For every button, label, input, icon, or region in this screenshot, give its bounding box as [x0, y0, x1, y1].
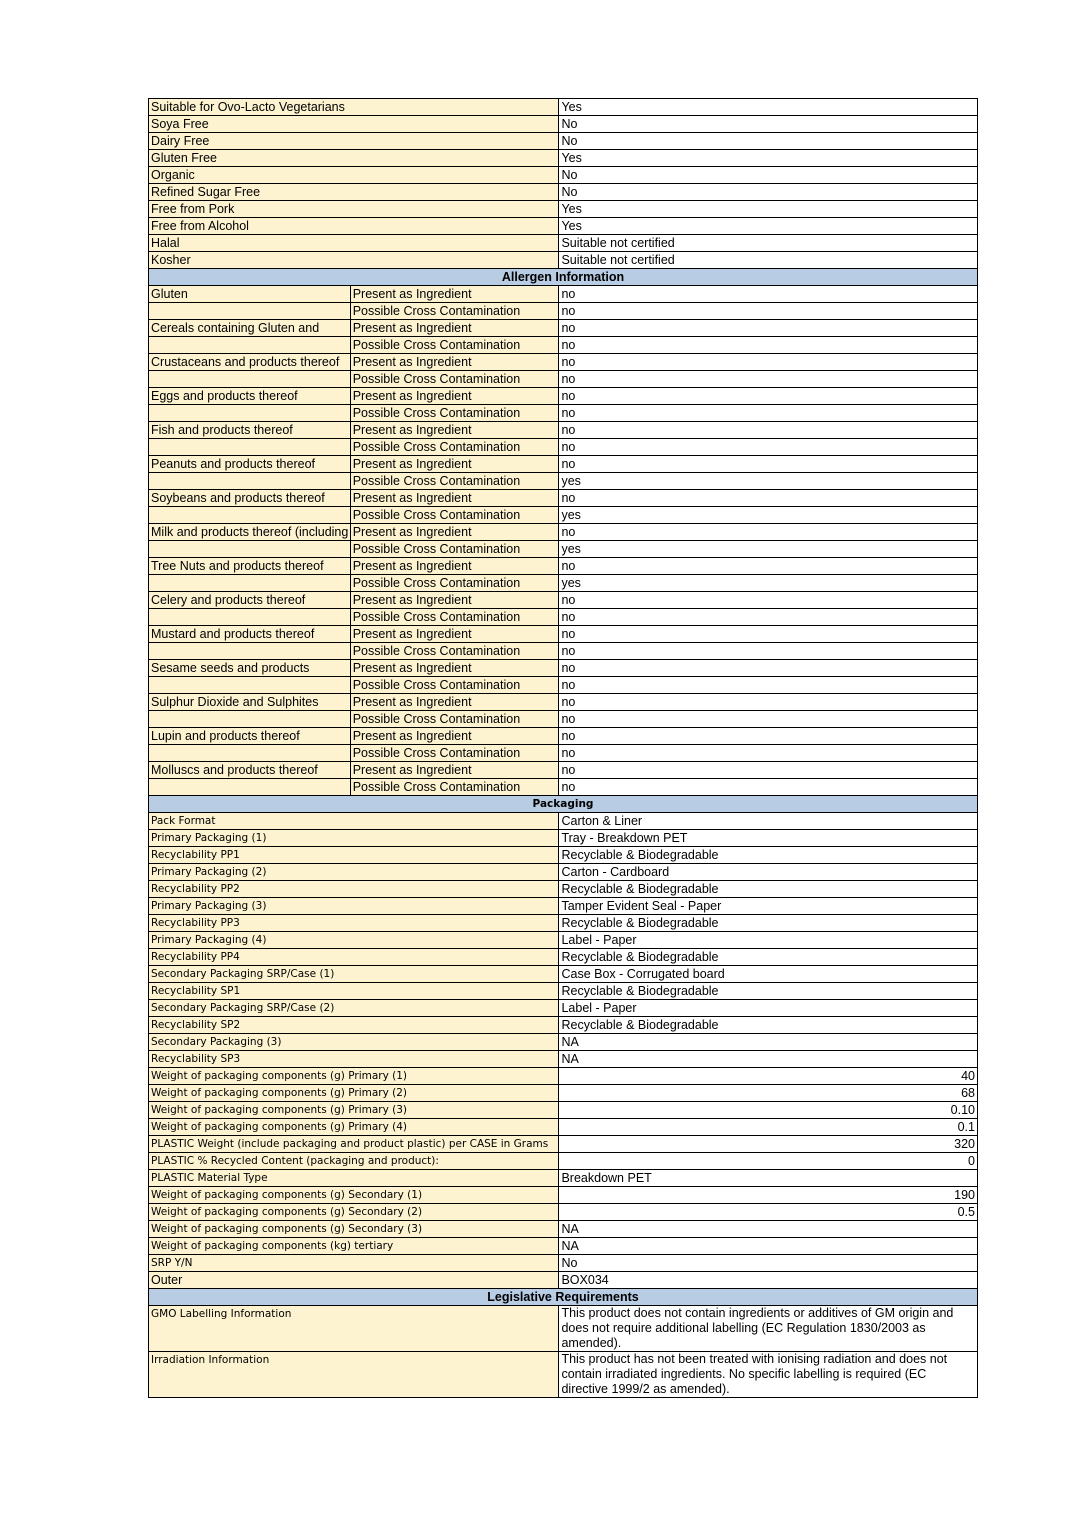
- allergen-name: Sulphur Dioxide and Sulphites: [149, 694, 351, 711]
- packaging-label: Secondary Packaging (3): [149, 1034, 559, 1051]
- allergen-present-value: no: [559, 558, 978, 575]
- table-row: [149, 677, 978, 694]
- dietary-label: Suitable for Ovo-Lacto Vegetarians: [149, 99, 559, 116]
- table-row: [149, 439, 978, 456]
- packaging-label: Primary Packaging (4): [149, 932, 559, 949]
- packaging-value: 0.5: [559, 1204, 978, 1221]
- table-row: [149, 558, 978, 575]
- packaging-label: Secondary Packaging SRP/Case (2): [149, 1000, 559, 1017]
- packaging-label: Outer: [149, 1272, 559, 1289]
- allergen-name: Peanuts and products thereof: [149, 456, 351, 473]
- table-row: [149, 320, 978, 337]
- table-row: [149, 966, 978, 983]
- dietary-row: [149, 116, 978, 133]
- allergen-name: Crustaceans and products thereof: [149, 354, 351, 371]
- table-row: [149, 1136, 978, 1153]
- allergen-name-empty: [149, 643, 351, 660]
- section-header-packaging: [149, 796, 978, 813]
- packaging-value: Recyclable & Biodegradable: [559, 1017, 978, 1034]
- dietary-value: Suitable not certified: [559, 252, 978, 269]
- packaging-value: Label - Paper: [559, 1000, 978, 1017]
- table-row: [149, 864, 978, 881]
- allergen-cross-value: no: [559, 405, 978, 422]
- section-header-allergen: [149, 269, 978, 286]
- packaging-label: Weight of packaging components (g) Primary (4): [149, 1119, 559, 1136]
- allergen-present-value: no: [559, 626, 978, 643]
- table-row: [149, 983, 978, 1000]
- packaging-label: Recyclability SP1: [149, 983, 559, 1000]
- packaging-value: 0.1: [559, 1119, 978, 1136]
- dietary-value: Yes: [559, 218, 978, 235]
- allergen-cross-value: no: [559, 609, 978, 626]
- table-row: [149, 779, 978, 796]
- table-row: [149, 898, 978, 915]
- packaging-label: Recyclability SP3: [149, 1051, 559, 1068]
- dietary-row: [149, 252, 978, 269]
- packaging-value: Label - Paper: [559, 932, 978, 949]
- allergen-name: Molluscs and products thereof: [149, 762, 351, 779]
- allergen-name: Soybeans and products thereof: [149, 490, 351, 507]
- allergen-name-empty: [149, 575, 351, 592]
- allergen-name-empty: [149, 711, 351, 728]
- allergen-present-value: no: [559, 762, 978, 779]
- table-row: [149, 881, 978, 898]
- table-row: [149, 541, 978, 558]
- packaging-value: 190: [559, 1187, 978, 1204]
- present-as-ingredient-label: Present as Ingredient: [350, 728, 559, 745]
- allergen-present-value: no: [559, 694, 978, 711]
- allergen-present-value: no: [559, 660, 978, 677]
- cross-contamination-label: Possible Cross Contamination: [350, 677, 559, 694]
- dietary-label: Gluten Free: [149, 150, 559, 167]
- dietary-label: Soya Free: [149, 116, 559, 133]
- table-row: [149, 949, 978, 966]
- table-row: [149, 915, 978, 932]
- packaging-value: 40: [559, 1068, 978, 1085]
- packaging-label: Weight of packaging components (g) Primary (1): [149, 1068, 559, 1085]
- dietary-label: Free from Alcohol: [149, 218, 559, 235]
- allergen-present-value: no: [559, 320, 978, 337]
- packaging-label: Recyclability SP2: [149, 1017, 559, 1034]
- table-row: [149, 1352, 978, 1398]
- cross-contamination-label: Possible Cross Contamination: [350, 371, 559, 388]
- dietary-label: Kosher: [149, 252, 559, 269]
- table-row: [149, 1119, 978, 1136]
- allergen-name: Celery and products thereof: [149, 592, 351, 609]
- packaging-value: Recyclable & Biodegradable: [559, 847, 978, 864]
- table-row: [149, 1306, 978, 1352]
- table-row: [149, 762, 978, 779]
- table-row: [149, 303, 978, 320]
- cross-contamination-label: Possible Cross Contamination: [350, 609, 559, 626]
- table-row: [149, 1187, 978, 1204]
- packaging-value: Carton - Cardboard: [559, 864, 978, 881]
- allergen-name: Tree Nuts and products thereof: [149, 558, 351, 575]
- packaging-value: Recyclable & Biodegradable: [559, 881, 978, 898]
- table-row: [149, 609, 978, 626]
- present-as-ingredient-label: Present as Ingredient: [350, 660, 559, 677]
- present-as-ingredient-label: Present as Ingredient: [350, 286, 559, 303]
- packaging-label: Primary Packaging (2): [149, 864, 559, 881]
- dietary-value: Yes: [559, 201, 978, 218]
- packaging-label: Recyclability PP4: [149, 949, 559, 966]
- cross-contamination-label: Possible Cross Contamination: [350, 439, 559, 456]
- allergen-present-value: no: [559, 388, 978, 405]
- allergen-present-value: no: [559, 286, 978, 303]
- present-as-ingredient-label: Present as Ingredient: [350, 524, 559, 541]
- table-row: [149, 490, 978, 507]
- dietary-row: [149, 201, 978, 218]
- allergen-present-value: no: [559, 490, 978, 507]
- present-as-ingredient-label: Present as Ingredient: [350, 354, 559, 371]
- packaging-value: NA: [559, 1034, 978, 1051]
- packaging-label: Primary Packaging (3): [149, 898, 559, 915]
- dietary-row: [149, 167, 978, 184]
- cross-contamination-label: Possible Cross Contamination: [350, 507, 559, 524]
- legislative-value: This product does not contain ingredients or additives of GM origin and does not require additional labelling (EC Regulation 1830/2003 as amended).: [559, 1306, 978, 1352]
- table-row: [149, 337, 978, 354]
- packaging-label: Weight of packaging components (g) Secondary (3): [149, 1221, 559, 1238]
- packaging-label: Recyclability PP1: [149, 847, 559, 864]
- dietary-label: Free from Pork: [149, 201, 559, 218]
- dietary-label: Refined Sugar Free: [149, 184, 559, 201]
- table-row: [149, 575, 978, 592]
- table-row: [149, 507, 978, 524]
- packaging-label: Primary Packaging (1): [149, 830, 559, 847]
- packaging-label: Weight of packaging components (g) Secondary (2): [149, 1204, 559, 1221]
- allergen-cross-value: yes: [559, 541, 978, 558]
- packaging-value: Case Box - Corrugated board: [559, 966, 978, 983]
- table-row: [149, 1170, 978, 1187]
- cross-contamination-label: Possible Cross Contamination: [350, 711, 559, 728]
- allergen-present-value: no: [559, 422, 978, 439]
- packaging-value: Tray - Breakdown PET: [559, 830, 978, 847]
- packaging-label: Pack Format: [149, 813, 559, 830]
- present-as-ingredient-label: Present as Ingredient: [350, 558, 559, 575]
- allergen-present-value: no: [559, 524, 978, 541]
- packaging-value: NA: [559, 1238, 978, 1255]
- dietary-value: Yes: [559, 150, 978, 167]
- packaging-value: NA: [559, 1051, 978, 1068]
- table-row: [149, 745, 978, 762]
- packaging-value: Breakdown PET: [559, 1170, 978, 1187]
- allergen-name-empty: [149, 405, 351, 422]
- table-row: [149, 1017, 978, 1034]
- allergen-cross-value: no: [559, 439, 978, 456]
- dietary-row: [149, 218, 978, 235]
- present-as-ingredient-label: Present as Ingredient: [350, 490, 559, 507]
- packaging-value: 0.10: [559, 1102, 978, 1119]
- packaging-value: BOX034: [559, 1272, 978, 1289]
- legislative-label: GMO Labelling Information: [149, 1306, 559, 1352]
- legislative-section-title: Legislative Requirements: [149, 1289, 978, 1306]
- table-row: [149, 473, 978, 490]
- present-as-ingredient-label: Present as Ingredient: [350, 762, 559, 779]
- allergen-name-empty: [149, 609, 351, 626]
- allergen-name: Lupin and products thereof: [149, 728, 351, 745]
- table-row: [149, 1204, 978, 1221]
- table-row: [149, 643, 978, 660]
- packaging-label: Secondary Packaging SRP/Case (1): [149, 966, 559, 983]
- table-row: [149, 1255, 978, 1272]
- dietary-row: [149, 133, 978, 150]
- allergen-section-title: Allergen Information: [149, 269, 978, 286]
- table-row: [149, 371, 978, 388]
- table-row: [149, 1238, 978, 1255]
- table-row: [149, 728, 978, 745]
- packaging-value: 68: [559, 1085, 978, 1102]
- table-row: [149, 1085, 978, 1102]
- allergen-present-value: no: [559, 592, 978, 609]
- present-as-ingredient-label: Present as Ingredient: [350, 456, 559, 473]
- dietary-row: [149, 235, 978, 252]
- present-as-ingredient-label: Present as Ingredient: [350, 320, 559, 337]
- table-row: [149, 932, 978, 949]
- packaging-value: No: [559, 1255, 978, 1272]
- cross-contamination-label: Possible Cross Contamination: [350, 337, 559, 354]
- cross-contamination-label: Possible Cross Contamination: [350, 575, 559, 592]
- packaging-value: 320: [559, 1136, 978, 1153]
- allergen-cross-value: no: [559, 779, 978, 796]
- packaging-label: SRP Y/N: [149, 1255, 559, 1272]
- cross-contamination-label: Possible Cross Contamination: [350, 541, 559, 558]
- allergen-name-empty: [149, 303, 351, 320]
- cross-contamination-label: Possible Cross Contamination: [350, 745, 559, 762]
- allergen-name: Cereals containing Gluten and: [149, 320, 351, 337]
- legislative-value: This product has not been treated with ionising radiation and does not contain irradiated ingredients. No specific labelling is required (EC directive 1999/2 as amended).: [559, 1352, 978, 1398]
- dietary-value: No: [559, 184, 978, 201]
- packaging-value: Carton & Liner: [559, 813, 978, 830]
- allergen-name: Gluten: [149, 286, 351, 303]
- allergen-cross-value: yes: [559, 575, 978, 592]
- allergen-cross-value: no: [559, 371, 978, 388]
- dietary-value: Yes: [559, 99, 978, 116]
- allergen-cross-value: no: [559, 677, 978, 694]
- legislative-label: Irradiation Information: [149, 1352, 559, 1398]
- table-row: [149, 1153, 978, 1170]
- table-row: [149, 286, 978, 303]
- dietary-value: Suitable not certified: [559, 235, 978, 252]
- allergen-name-empty: [149, 371, 351, 388]
- table-row: [149, 1272, 978, 1289]
- packaging-label: PLASTIC % Recycled Content (packaging and product):: [149, 1153, 559, 1170]
- cross-contamination-label: Possible Cross Contamination: [350, 779, 559, 796]
- cross-contamination-label: Possible Cross Contamination: [350, 405, 559, 422]
- packaging-label: Weight of packaging components (g) Secondary (1): [149, 1187, 559, 1204]
- table-row: [149, 592, 978, 609]
- allergen-name-empty: [149, 439, 351, 456]
- allergen-cross-value: yes: [559, 507, 978, 524]
- spec-sheet: [148, 98, 978, 1398]
- allergen-present-value: no: [559, 728, 978, 745]
- allergen-name-empty: [149, 337, 351, 354]
- allergen-name: Fish and products thereof: [149, 422, 351, 439]
- allergen-present-value: no: [559, 354, 978, 371]
- table-row: [149, 1068, 978, 1085]
- present-as-ingredient-label: Present as Ingredient: [350, 388, 559, 405]
- table-row: [149, 660, 978, 677]
- allergen-name-empty: [149, 473, 351, 490]
- dietary-row: [149, 184, 978, 201]
- packaging-label: Recyclability PP2: [149, 881, 559, 898]
- table-row: [149, 1102, 978, 1119]
- allergen-cross-value: no: [559, 643, 978, 660]
- dietary-value: No: [559, 133, 978, 150]
- dietary-label: Halal: [149, 235, 559, 252]
- table-row: [149, 354, 978, 371]
- allergen-name-empty: [149, 677, 351, 694]
- table-row: [149, 694, 978, 711]
- dietary-label: Organic: [149, 167, 559, 184]
- packaging-label: PLASTIC Material Type: [149, 1170, 559, 1187]
- allergen-cross-value: no: [559, 745, 978, 762]
- table-row: [149, 422, 978, 439]
- present-as-ingredient-label: Present as Ingredient: [350, 422, 559, 439]
- table-row: [149, 847, 978, 864]
- allergen-name-empty: [149, 745, 351, 762]
- present-as-ingredient-label: Present as Ingredient: [350, 626, 559, 643]
- dietary-row: [149, 150, 978, 167]
- packaging-value: Recyclable & Biodegradable: [559, 949, 978, 966]
- table-row: [149, 1000, 978, 1017]
- table-row: [149, 524, 978, 541]
- packaging-section-title: Packaging: [149, 796, 978, 813]
- table-row: [149, 626, 978, 643]
- section-header-legislative: [149, 1289, 978, 1306]
- dietary-row: [149, 99, 978, 116]
- allergen-name: Milk and products thereof (including: [149, 524, 351, 541]
- table-row: [149, 813, 978, 830]
- present-as-ingredient-label: Present as Ingredient: [350, 592, 559, 609]
- table-row: [149, 405, 978, 422]
- table-row: [149, 1034, 978, 1051]
- allergen-cross-value: no: [559, 337, 978, 354]
- table-row: [149, 1221, 978, 1238]
- allergen-name-empty: [149, 779, 351, 796]
- table-row: [149, 711, 978, 728]
- allergen-name-empty: [149, 507, 351, 524]
- packaging-label: Weight of packaging components (kg) tertiary: [149, 1238, 559, 1255]
- packaging-value: Recyclable & Biodegradable: [559, 915, 978, 932]
- allergen-name: Sesame seeds and products: [149, 660, 351, 677]
- table-row: [149, 388, 978, 405]
- dietary-label: Dairy Free: [149, 133, 559, 150]
- allergen-name: Eggs and products thereof: [149, 388, 351, 405]
- dietary-value: No: [559, 167, 978, 184]
- packaging-value: Tamper Evident Seal - Paper: [559, 898, 978, 915]
- table-row: [149, 456, 978, 473]
- spec-table: [148, 98, 978, 1398]
- allergen-present-value: no: [559, 456, 978, 473]
- allergen-cross-value: yes: [559, 473, 978, 490]
- allergen-name: Mustard and products thereof: [149, 626, 351, 643]
- allergen-name-empty: [149, 541, 351, 558]
- packaging-label: Weight of packaging components (g) Primary (2): [149, 1085, 559, 1102]
- table-row: [149, 1051, 978, 1068]
- packaging-value: 0: [559, 1153, 978, 1170]
- cross-contamination-label: Possible Cross Contamination: [350, 473, 559, 490]
- packaging-label: PLASTIC Weight (include packaging and product plastic) per CASE in Grams: [149, 1136, 559, 1153]
- allergen-cross-value: no: [559, 303, 978, 320]
- packaging-label: Recyclability PP3: [149, 915, 559, 932]
- cross-contamination-label: Possible Cross Contamination: [350, 303, 559, 320]
- dietary-value: No: [559, 116, 978, 133]
- table-row: [149, 830, 978, 847]
- present-as-ingredient-label: Present as Ingredient: [350, 694, 559, 711]
- packaging-value: NA: [559, 1221, 978, 1238]
- packaging-label: Weight of packaging components (g) Primary (3): [149, 1102, 559, 1119]
- cross-contamination-label: Possible Cross Contamination: [350, 643, 559, 660]
- packaging-value: Recyclable & Biodegradable: [559, 983, 978, 1000]
- allergen-cross-value: no: [559, 711, 978, 728]
